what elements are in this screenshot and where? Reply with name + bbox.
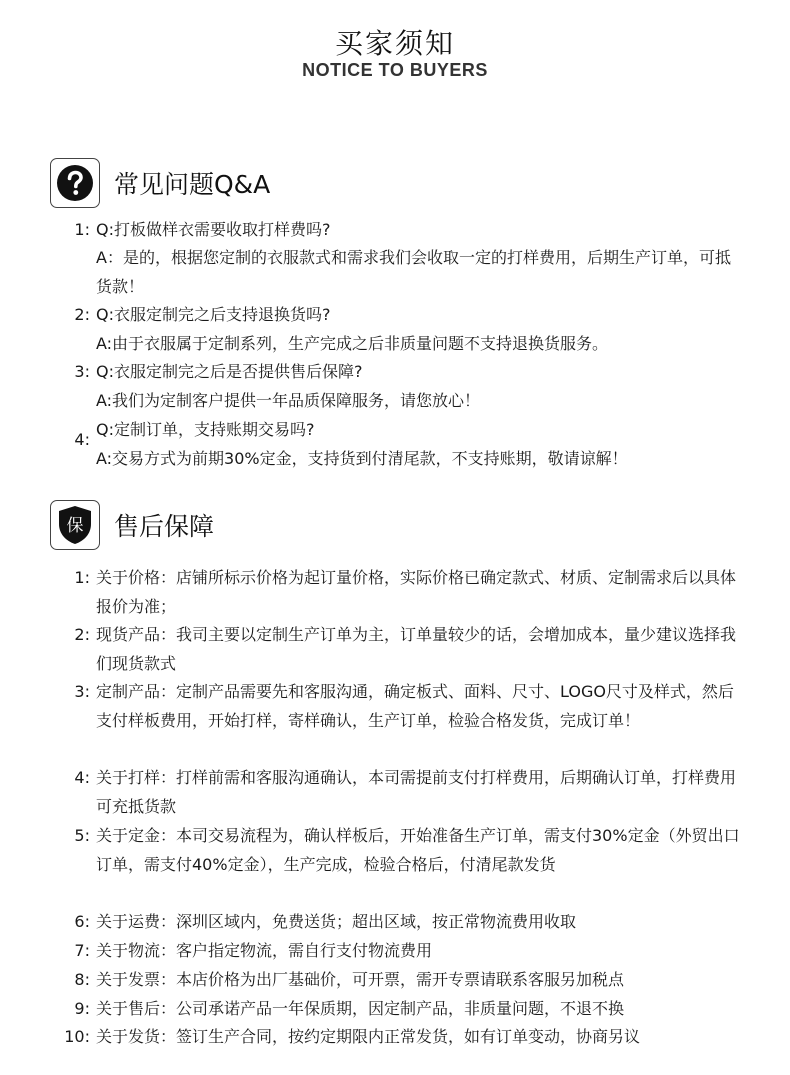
after-sales-text: 关于价格：店铺所标示价格为起订量价格，实际价格已确定款式、材质、定制需求后以具体报价为准；	[96, 568, 737, 616]
after-sales-text: 关于打样：打样前需和客服沟通确认，本司需提前支付打样费用，后期确认订单，打样费用可充抵货款	[96, 768, 737, 816]
after-sales-text: 关于定金：本司交易流程为，确认样板后，开始准备生产订单，需支付30%定金（外贸出口订单，需支付40%定金），生产完成，检验合格后，付清尾款发货	[96, 826, 740, 874]
faq-question: Q:衣服定制完之后支持退换货吗?	[96, 305, 331, 324]
item-number: 4:	[74, 430, 90, 449]
faq-answer: A：是的，根据您定制的衣服款式和需求我们会收取一定的打样费用，后期生产订单，可抵货款！	[96, 248, 731, 296]
after-sales-title: 售后保障	[114, 512, 215, 541]
faq-question: Q:打板做样衣需要收取打样费吗?	[96, 220, 331, 239]
after-sales-text: 关于物流：客户指定物流，需自行支付物流费用	[96, 941, 433, 960]
item-number: 9:	[74, 999, 90, 1018]
item-number: 8:	[74, 970, 90, 989]
shield-icon-label: 保	[66, 516, 84, 536]
faq-answer: A:我们为定制客户提供一年品质保障服务，请您放心！	[96, 391, 481, 410]
item-number: 2:	[74, 305, 90, 324]
after-sales-text: 定制产品：定制产品需要先和客服沟通，确定板式、面料、尺寸、LOGO尺寸及样式，然后支付样板费用，开始打样，寄样确认，生产订单，检验合格发货，完成订单！	[96, 682, 734, 730]
faq-title: 常见问题Q&A	[114, 170, 271, 199]
page-title: 买家须知	[334, 27, 455, 60]
after-sales-text: 关于发票：本店价格为出厂基础价，可开票，需开专票请联系客服另加税点	[96, 970, 625, 989]
after-sales-text: 关于发货：签订生产合同，按约定期限内正常发货，如有订单变动，协商另议	[96, 1027, 641, 1046]
faq-badge	[50, 158, 100, 208]
faq-question: Q:定制订单，支持账期交易吗?	[96, 420, 315, 439]
faq-section-header	[50, 158, 270, 208]
shield-icon	[55, 504, 95, 546]
item-number: 3:	[74, 362, 90, 381]
after-sales-badge	[50, 500, 100, 550]
item-number: 6:	[74, 912, 90, 931]
item-number: 1:	[74, 220, 90, 239]
faq-answer: A:由于衣服属于定制系列，生产完成之后非质量问题不支持退换货服务。	[96, 334, 609, 353]
question-icon	[55, 163, 95, 203]
faq-question: Q:衣服定制完之后是否提供售后保障?	[96, 362, 363, 381]
item-number: 1:	[74, 568, 90, 587]
after-sales-text: 关于运费：深圳区域内，免费送货；超出区域，按正常物流费用收取	[96, 912, 577, 931]
faq-answer: A:交易方式为前期30%定金，支持货到付清尾款，不支持账期，敬请谅解！	[96, 449, 628, 468]
item-number: 10:	[64, 1027, 90, 1046]
item-number: 5:	[74, 826, 90, 845]
page-subtitle: NOTICE TO BUYERS	[302, 60, 488, 80]
item-number: 3:	[74, 682, 90, 701]
item-number: 4:	[74, 768, 90, 787]
after-sales-section-header	[50, 500, 214, 550]
item-number: 7:	[74, 941, 90, 960]
item-number: 2:	[74, 625, 90, 644]
after-sales-text: 现货产品：我司主要以定制生产订单为主，订单量较少的话，会增加成本，量少建议选择我们现货款式	[96, 625, 737, 673]
after-sales-text: 关于售后：公司承诺产品一年保质期，因定制产品，非质量问题，不退不换	[96, 999, 625, 1018]
